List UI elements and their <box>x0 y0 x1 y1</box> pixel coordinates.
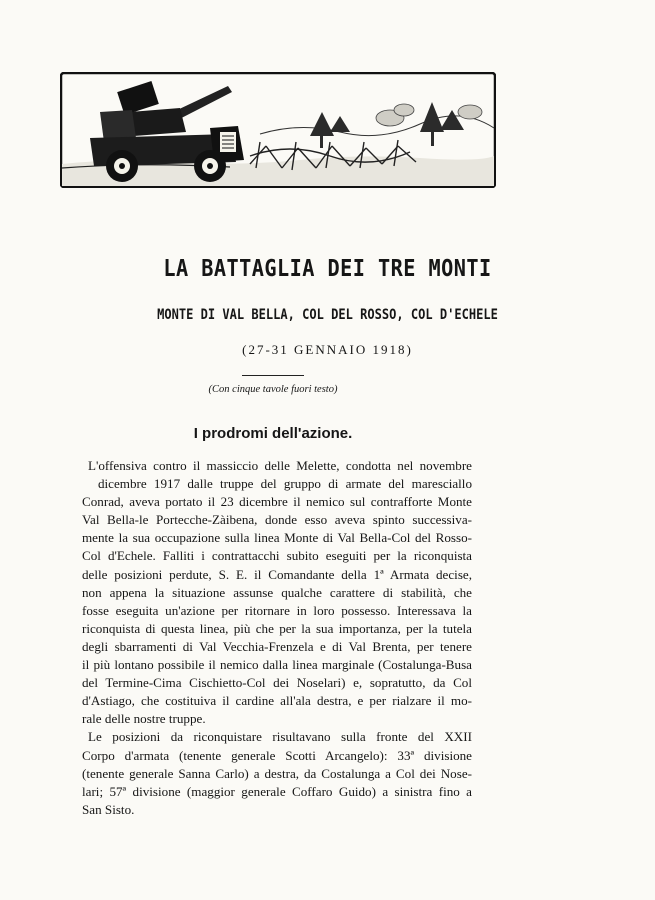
article-dates: (27-31 GENNAIO 1918) <box>242 342 413 357</box>
text-line: lari; 57ª divisione (maggior generale Coffaro Guido) a sinistra fino a <box>82 783 472 799</box>
text-line: degli sbarramenti di Val Vecchia-Frenzela e di Val Brenta, per tenere <box>82 638 472 654</box>
text-line: fosse eseguita un'azione per ritornare in loro possesso. Interessava la <box>82 602 472 618</box>
paragraph-2 <box>82 728 472 818</box>
text-line: Le posizioni da riconquistare risultavano sulla fronte del XXII <box>88 729 472 745</box>
text-line: Corpo d'armata (tenente generale Scotti Arcangelo): 33ª divisione <box>82 747 472 763</box>
text-line: (tenente generale Sanna Carlo) a destra, da Costalunga a Col dei Nose- <box>82 765 472 781</box>
text-line: delle posizioni perdute, S. E. il Comandante della 1ª Armata decise, <box>82 566 472 582</box>
plates-note: (Con cinque tavole fuori testo) <box>208 384 338 395</box>
text-line: dicembre 1917 dalle truppe del gruppo di armate del maresciallo <box>98 476 472 492</box>
text-line: il più lontano possibile il nemico dalla linea marginale (Costalunga-Busa <box>82 657 472 673</box>
article-subtitle: MONTE DI VAL BELLA, COL DEL ROSSO, COL D'ECHELE <box>157 307 498 323</box>
text-line: non appena la situazione assunse qualche carattere di stabilità, che <box>82 584 472 600</box>
body-text <box>82 457 472 819</box>
text-line: Col d'Echele. Falliti i contrattacchi subito eseguiti per la riconquista <box>82 548 472 564</box>
headpiece-illustration <box>60 72 496 188</box>
text-line: d'Astiago, che costituiva il cardine all'ala destra, e per rialzare il mo- <box>82 693 472 709</box>
text-line: San Sisto. <box>82 801 135 817</box>
text-line: mente la sua occupazione sulla linea Monte di Val Bella-Col del Rosso- <box>82 530 472 546</box>
text-line: rale delle nostre truppe. <box>82 711 206 727</box>
article-title: LA BATTAGLIA DEI TRE MONTI <box>163 256 492 282</box>
title-divider <box>242 375 304 376</box>
text-line: L'offensiva contro il massiccio delle Melette, condotta nel novembre <box>88 458 472 473</box>
text-line: Conrad, aveva portato il 23 dicembre il nemico sul contrafforte Monte <box>82 494 472 510</box>
paragraph-1 <box>82 457 472 728</box>
text-line: Val Bella-le Portecche-Zàibena, donde esso aveva spinto successiva- <box>82 512 472 528</box>
text-line: riconquista di questa linea, più che per la sua importanza, per la tutela <box>82 620 472 636</box>
section-heading: I prodromi dell'azione. <box>193 425 353 442</box>
text-line: del Termine-Cima Cischietto-Col dei Noselari) e, sopratutto, da Col <box>82 675 472 691</box>
